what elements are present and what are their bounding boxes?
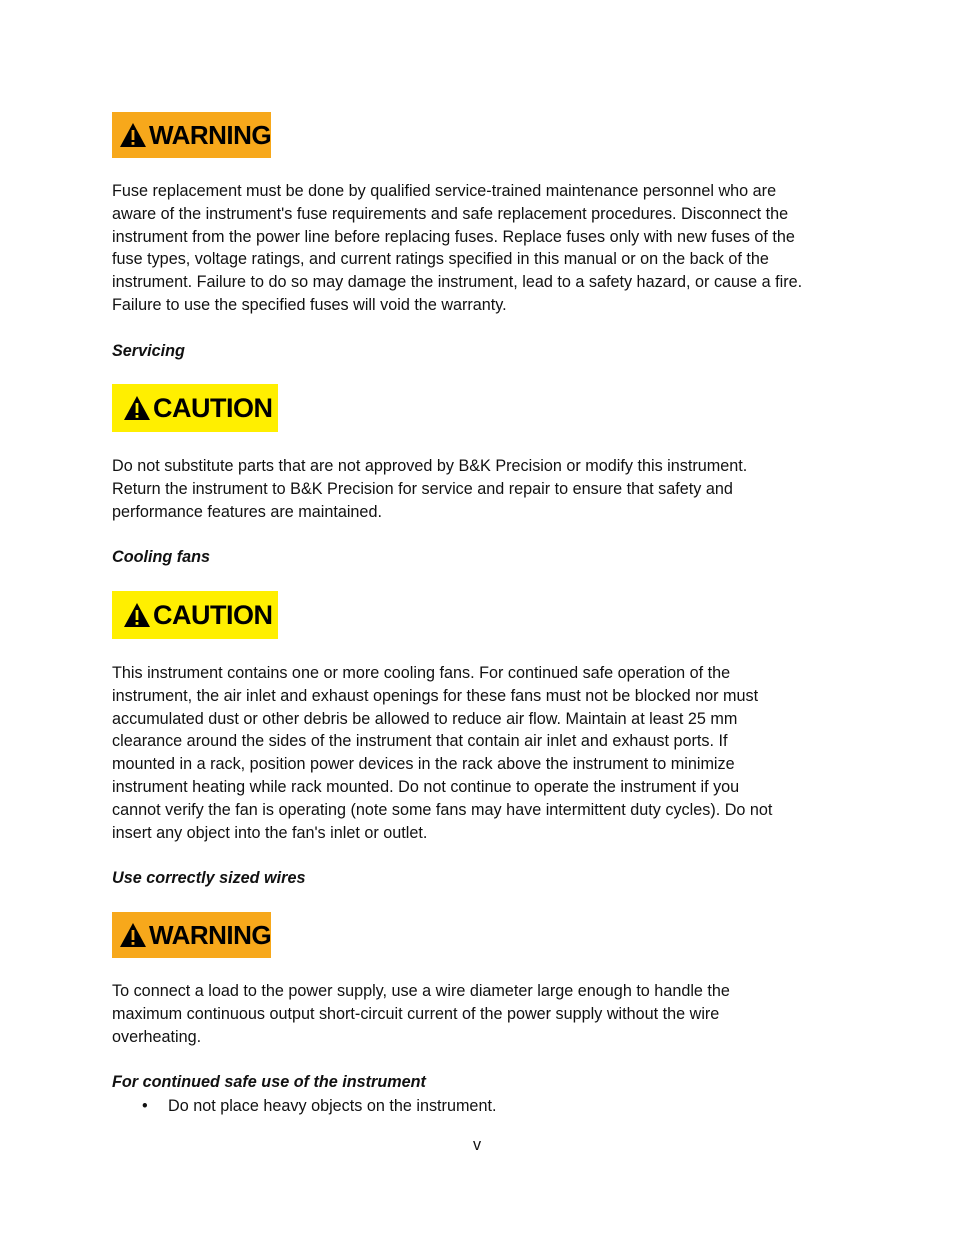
cooling-line-2: instrument, the air inlet and exhaust openings for these fans must not be blocked nor must — [112, 686, 759, 705]
caution-label — [112, 384, 278, 432]
cooling-line-1: This instrument contains one or more cooling fans. For continued safe operation of the — [112, 664, 731, 682]
warning-triangle-icon — [118, 121, 148, 149]
caution-triangle-icon — [122, 394, 152, 422]
cooling-line-3: accumulated dust or other debris be allowed to reduce air flow. Maintain at least 25 mm — [112, 709, 738, 728]
servicing-line-1: Do not substitute parts that are not approved by B&K Precision or modify this instrument. — [112, 457, 748, 475]
fuse-line-5: instrument. Failure to do so may damage the instrument, lead to a safety hazard, or cause a fire. — [112, 273, 803, 292]
warning-label-text: WARNING — [149, 119, 272, 150]
page-number: v — [472, 1136, 482, 1154]
fuse-paragraph — [112, 180, 847, 317]
servicing-heading-block — [112, 340, 847, 362]
warning-label — [112, 112, 271, 158]
warning-label — [112, 912, 271, 958]
fuse-line-6: Failure to use the specified fuses will void the warranty. — [112, 295, 507, 314]
wires-heading: Use correctly sized wires — [112, 869, 306, 887]
caution-label-text: CAUTION — [153, 599, 273, 630]
fuse-line-3: instrument from the power line before replacing fuses. Replace fuses only with new fuses of the — [112, 227, 795, 246]
cooling-heading-block — [112, 546, 847, 568]
safe-use-heading: For continued safe use of the instrument — [112, 1073, 426, 1091]
servicing-line-3: performance features are maintained. — [112, 502, 382, 521]
servicing-paragraph — [112, 455, 847, 523]
wires-line-3: overheating. — [112, 1027, 202, 1046]
fuse-line-4: fuse types, voltage ratings, and current ratings specified in this manual or on the back of the — [112, 250, 769, 269]
wires-heading-block — [112, 867, 847, 889]
cooling-paragraph — [112, 662, 847, 844]
cooling-line-4: clearance around the sides of the instrument that contain air inlet and exhaust ports. If — [112, 732, 728, 751]
caution-triangle-icon — [122, 601, 152, 629]
wires-line-1: To connect a load to the power supply, use a wire diameter large enough to handle the — [112, 982, 730, 1000]
bullet-dot: • — [142, 1097, 148, 1115]
fuse-line-2: aware of the instrument's fuse requirements and safe replacement procedures. Disconnect the — [112, 204, 789, 223]
cooling-line-7: cannot verify the fan is operating (note some fans may have intermittent duty cycles). Do not — [112, 800, 773, 819]
cooling-line-6: instrument heating while rack mounted. Do not continue to operate the instrument if you — [112, 777, 740, 796]
warning-label-text: WARNING — [149, 919, 272, 950]
wires-paragraph — [112, 980, 847, 1048]
safe-use-heading-block — [112, 1071, 847, 1093]
warning-triangle-icon — [118, 921, 148, 949]
servicing-line-2: Return the instrument to B&K Precision for service and repair to ensure that safety and — [112, 479, 733, 498]
fuse-line-1: Fuse replacement must be done by qualified service-trained maintenance personnel who are — [112, 182, 777, 200]
caution-label — [112, 591, 278, 639]
caution-label-text: CAUTION — [153, 392, 273, 423]
wires-line-2: maximum continuous output short-circuit current of the power supply without the wire — [112, 1004, 720, 1023]
cooling-line-5: mounted in a rack, position power devices in the rack above the instrument to minimize — [112, 755, 735, 774]
cooling-line-8: insert any object into the fan's inlet or outlet. — [112, 823, 428, 842]
servicing-heading: Servicing — [112, 342, 185, 360]
cooling-heading: Cooling fans — [112, 548, 211, 566]
bullet-text: Do not place heavy objects on the instrument. — [168, 1097, 497, 1115]
